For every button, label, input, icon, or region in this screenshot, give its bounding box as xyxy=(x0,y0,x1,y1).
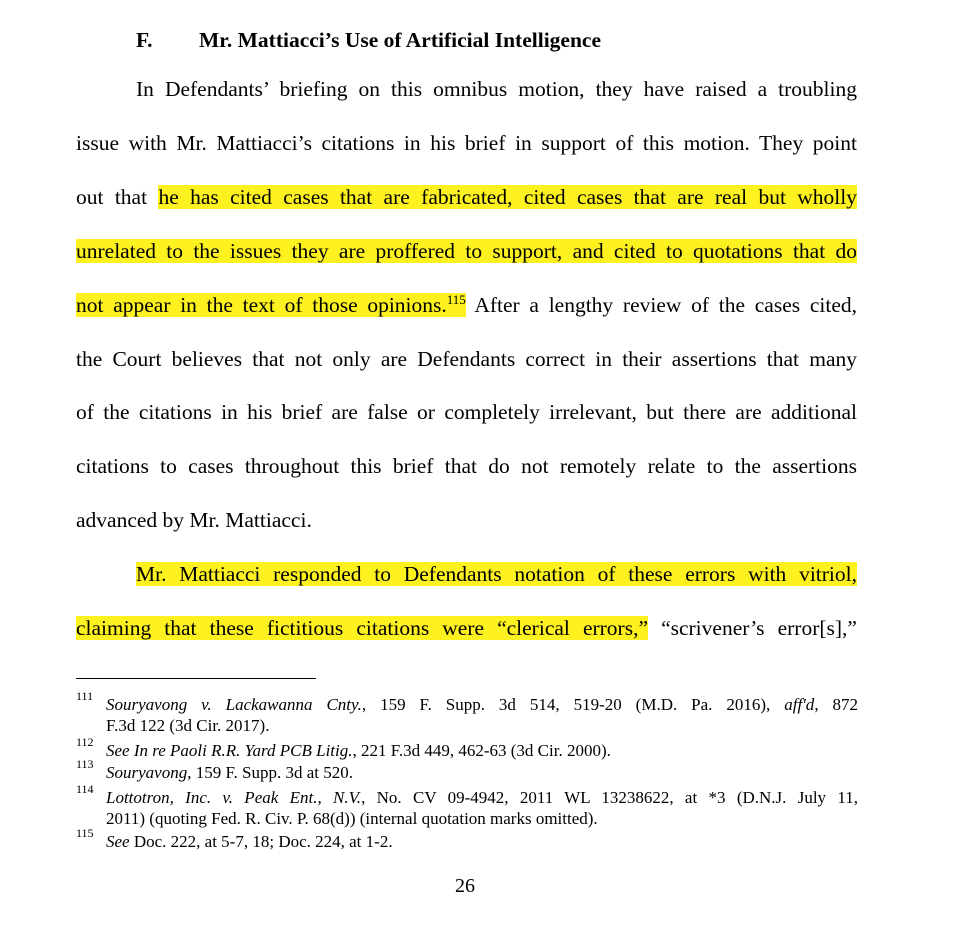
paragraph-1-line-1: In Defendants’ briefing on this omnibus motion, they have raised a troubling xyxy=(136,77,857,101)
case-name: Souryavong v. Lackawanna Cnty. xyxy=(106,695,362,714)
footnote-ref-115: 115 xyxy=(446,292,466,307)
paragraph-1-line-5 xyxy=(76,291,857,319)
footnote-number: 114 xyxy=(76,782,94,796)
paragraph-1-line-3 xyxy=(76,183,857,211)
footnote-text xyxy=(106,787,858,808)
affirmed-signal: aff'd xyxy=(784,695,815,714)
citation: , 159 F. Supp. 3d at 520. xyxy=(187,763,354,782)
highlighted-text: claiming that these fictitious citations were “clerical errors,” xyxy=(76,616,648,640)
paragraph-2-line-1 xyxy=(136,560,857,588)
section-letter: F. xyxy=(136,28,153,52)
case-name: Lottotron, Inc. v. Peak Ent., N.V. xyxy=(106,788,362,807)
paragraph-1-line-6: the Court believes that not only are Defendants correct in their assertions that many xyxy=(76,347,857,371)
footnote-text xyxy=(106,831,393,852)
footnote-text-continued: 2011) (quoting Fed. R. Civ. P. 68(d)) (internal quotation marks omitted). xyxy=(106,809,598,828)
highlighted-text: he has cited cases that are fabricated, cited cases that are real but wholly xyxy=(158,185,858,209)
section-heading xyxy=(136,26,601,54)
paragraph-1-line-4 xyxy=(76,237,857,265)
footnote-number: 113 xyxy=(76,757,94,771)
footnote-number: 115 xyxy=(76,826,94,840)
case-name: See In re Paoli R.R. Yard PCB Litig. xyxy=(106,741,353,760)
footnote-separator xyxy=(76,678,316,679)
case-name: Souryavong xyxy=(106,763,188,782)
highlighted-text xyxy=(76,293,466,317)
body-text: out that xyxy=(76,185,159,209)
citation: , No. CV 09-4942, 2011 WL 13238622, at *3 (D.N.J. July 11, xyxy=(361,788,858,807)
page-number: 26 xyxy=(455,875,475,897)
highlighted-text: unrelated to the issues they are proffered to support, and cited to quotations that do xyxy=(76,239,857,263)
footnote-text xyxy=(106,694,858,715)
section-title: Mr. Mattiacci’s Use of Artificial Intelligence xyxy=(199,28,602,52)
paragraph-2-line-2 xyxy=(76,614,857,642)
highlighted-text: Mr. Mattiacci responded to Defendants notation of these errors with vitriol, xyxy=(136,562,857,586)
footnote-text xyxy=(106,740,611,761)
citation: , 159 F. Supp. 3d 514, 519-20 (M.D. Pa. 2016), xyxy=(361,695,785,714)
footnote-number: 111 xyxy=(76,689,94,703)
footnote-text xyxy=(106,762,353,783)
footnote-number: 112 xyxy=(76,735,94,749)
paragraph-1-line-7: of the citations in his brief are false or completely irrelevant, but there are additional xyxy=(76,400,857,424)
citation: , 221 F.3d 449, 462-63 (3d Cir. 2000). xyxy=(352,741,611,760)
citation: Doc. 222, at 5-7, 18; Doc. 224, at 1-2. xyxy=(129,832,393,851)
highlighted-text-part: not appear in the text of those opinions. xyxy=(76,293,447,317)
footnote-text-continued: F.3d 122 (3d Cir. 2017). xyxy=(106,716,270,735)
citation: , 872 xyxy=(814,695,859,714)
paragraph-1-line-8: citations to cases throughout this brief that do not remotely relate to the assertions xyxy=(76,454,857,478)
body-text: After a lengthy review of the cases cited, xyxy=(465,293,857,317)
signal-see: See xyxy=(106,832,130,851)
paragraph-1-line-2: issue with Mr. Mattiacci’s citations in his brief in support of this motion. They point xyxy=(76,131,857,155)
paragraph-1-line-9: advanced by Mr. Mattiacci. xyxy=(76,508,312,532)
body-text: “scrivener’s error[s],” xyxy=(648,616,857,640)
